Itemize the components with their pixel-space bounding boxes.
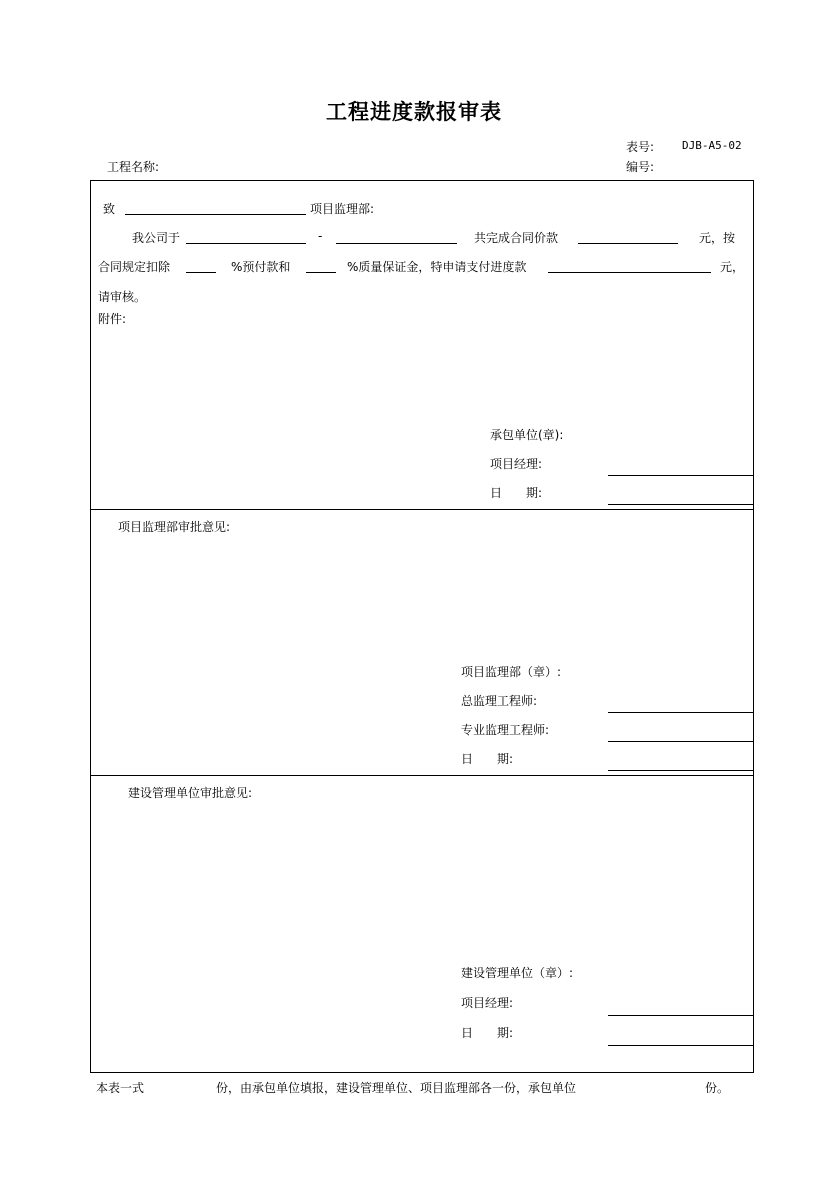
date-signature-line[interactable] <box>608 504 754 505</box>
contract-amount-blank[interactable] <box>578 243 678 244</box>
form-number-label: 表号: <box>626 140 655 154</box>
date-label: 日 期: <box>461 752 514 766</box>
chief-engineer-label: 总监理工程师: <box>461 694 538 708</box>
project-manager-signature-line[interactable] <box>608 475 754 476</box>
end-date-blank[interactable] <box>336 243 457 244</box>
completed-contract-text: 共完成合同价款 <box>474 231 559 245</box>
date-label: 日 期: <box>461 1026 514 1040</box>
prepay-text: %预付款和 <box>231 260 291 274</box>
our-company-text: 我公司于 <box>132 231 181 245</box>
owner-seal-label: 建设管理单位（章）: <box>461 966 574 980</box>
chief-engineer-signature-line[interactable] <box>608 712 754 713</box>
supervision-dept-label: 项目监理部: <box>310 202 375 216</box>
dash-text: - <box>318 229 323 243</box>
owner-project-manager-label: 项目经理: <box>461 996 514 1010</box>
form-table <box>90 180 754 1073</box>
date-signature-line[interactable] <box>608 770 754 771</box>
specialist-engineer-label: 专业监理工程师: <box>461 723 550 737</box>
project-name-label: 工程名称: <box>107 160 160 174</box>
section-divider <box>90 775 754 776</box>
date-signature-line[interactable] <box>608 1045 754 1046</box>
yuan-press-text: 元，按 <box>699 231 736 245</box>
supervision-opinion-label: 项目监理部审批意见: <box>118 520 231 534</box>
recipient-blank[interactable] <box>125 214 306 215</box>
section-divider <box>90 509 754 510</box>
owner-opinion-label: 建设管理单位审批意见: <box>128 786 253 800</box>
date-label: 日 期: <box>490 486 543 500</box>
payment-amount-blank[interactable] <box>548 272 711 273</box>
contractor-seal-label: 承包单位(章): <box>490 428 564 442</box>
start-date-blank[interactable] <box>186 243 306 244</box>
attachments-label: 附件: <box>98 312 127 326</box>
yuan-end-text: 元， <box>720 260 745 274</box>
project-manager-label: 项目经理: <box>490 457 543 471</box>
to-label: 致 <box>103 202 116 216</box>
prepay-percent-blank[interactable] <box>186 272 216 273</box>
form-number-value: DJB-A5-02 <box>682 139 742 152</box>
specialist-engineer-signature-line[interactable] <box>608 741 754 742</box>
contract-deduct-text: 合同规定扣除 <box>98 260 171 274</box>
serial-number-label: 编号: <box>626 160 655 174</box>
owner-manager-signature-line[interactable] <box>608 1015 754 1016</box>
deposit-percent-blank[interactable] <box>306 272 336 273</box>
footer-end-text: 份。 <box>705 1081 730 1095</box>
footer-distribution-text: 份，由承包单位填报，建设管理单位、项目监理部各一份，承包单位 <box>216 1081 577 1095</box>
quality-deposit-text: %质量保证金，特申请支付进度款 <box>347 260 527 274</box>
page-title: 工程进度款报审表 <box>326 100 502 124</box>
please-review-text: 请审核。 <box>98 290 147 304</box>
footer-copies-text: 本表一式 <box>96 1081 145 1095</box>
supervision-seal-label: 项目监理部（章）: <box>461 665 562 679</box>
